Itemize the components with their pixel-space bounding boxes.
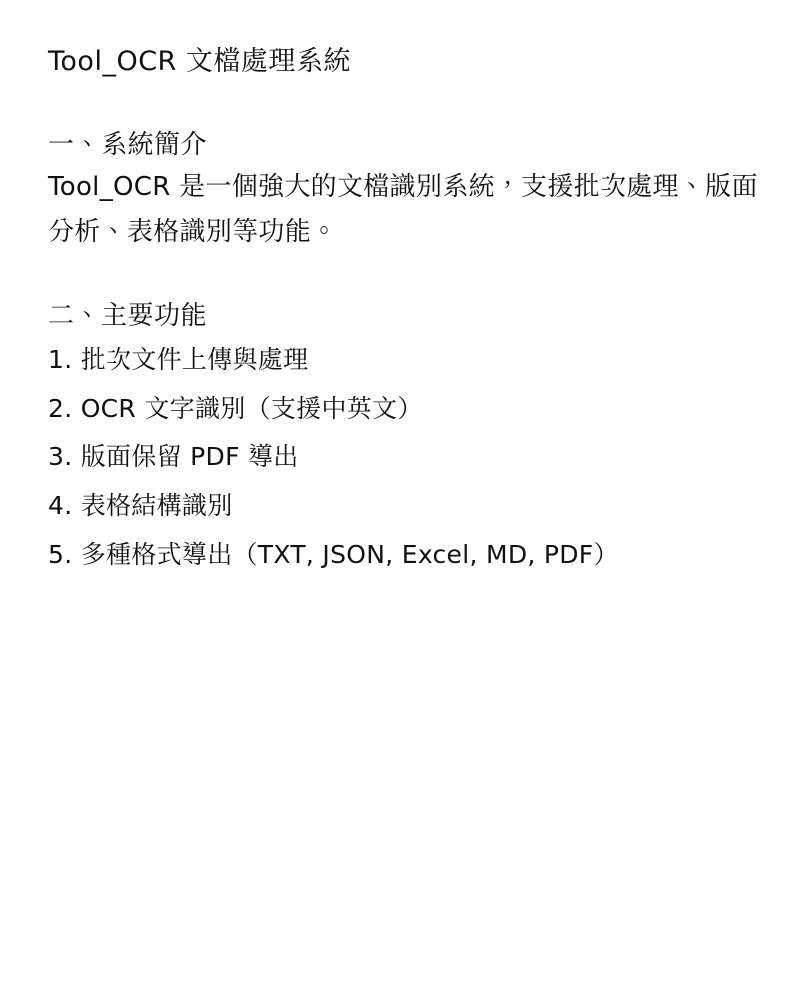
list-item: 3. 版面保留 PDF 導出 [48, 442, 299, 472]
list-item: 1. 批次文件上傳與處理 [48, 344, 309, 374]
page-title: Tool_OCR 文檔處理系統 [48, 46, 351, 77]
section-heading-features: 二、主要功能 [48, 300, 208, 331]
title-spacer [48, 80, 770, 126]
section-paragraph-intro: Tool_OCR 是一個強大的文檔識別系統，支援批次處理、版面分析、表格識別等功能。 [48, 172, 758, 248]
section-heading-intro: 一、系統簡介 [48, 130, 208, 161]
list-item: 2. OCR 文字識別（支援中英文） [48, 393, 423, 423]
feature-list [48, 336, 770, 580]
list-item: 4. 表格結構識別 [48, 491, 233, 521]
list-item: 5. 多種格式導出（TXT, JSON, Excel, MD, PDF） [48, 539, 619, 569]
section-spacer [48, 255, 770, 297]
